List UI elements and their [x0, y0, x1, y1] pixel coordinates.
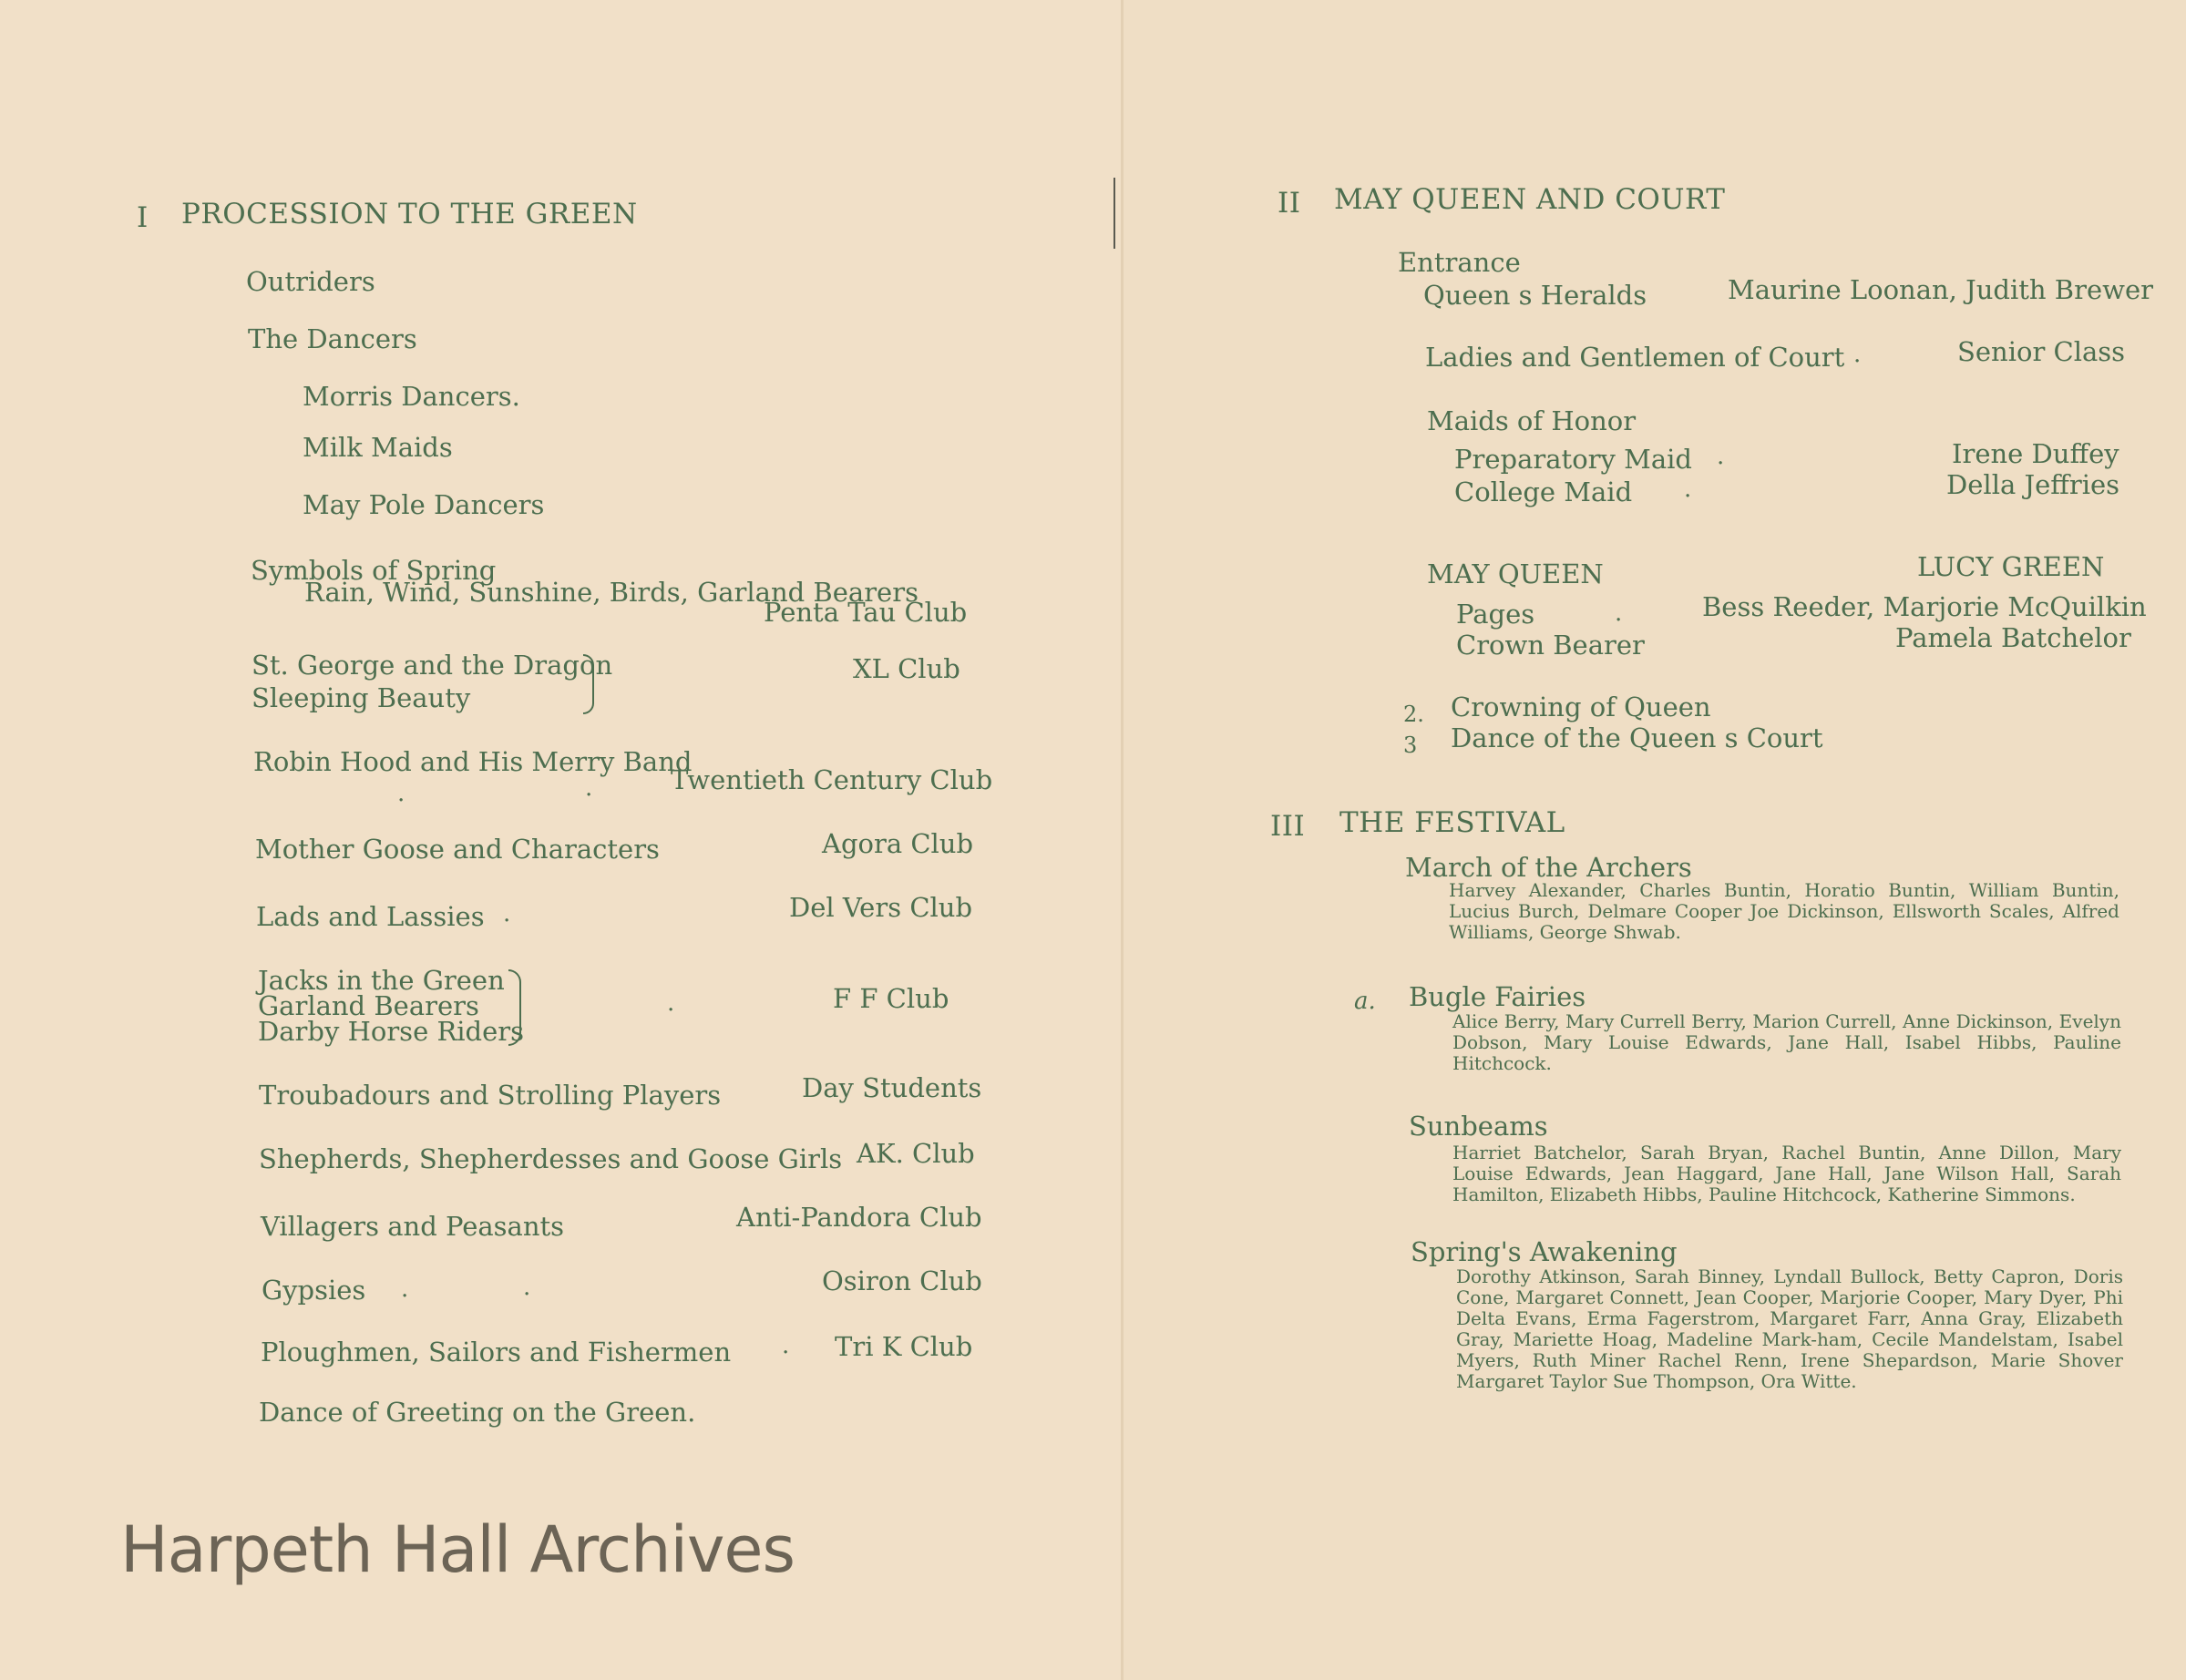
college-maid: College Maid [1454, 476, 1633, 507]
agora-club: Agora Club [822, 828, 974, 859]
day-students: Day Students [802, 1072, 982, 1103]
dot: . [782, 1332, 790, 1359]
osiron-club: Osiron Club [822, 1265, 982, 1296]
queens-heralds: Queen s Heralds [1423, 280, 1647, 311]
milk-maids: Milk Maids [303, 432, 453, 463]
preparatory-maid: Preparatory Maid [1454, 444, 1692, 475]
twentieth-century-club: Twentieth Century Club [671, 764, 993, 795]
dot: . [1717, 443, 1725, 470]
gypsies: Gypsies [262, 1275, 366, 1306]
ploughmen: Ploughmen, Sailors and Fishermen [261, 1337, 732, 1368]
ladies-and-gentlemen: Ladies and Gentlemen of Court [1425, 342, 1845, 373]
senior-class: Senior Class [1957, 336, 2126, 367]
may-queen-label: MAY QUEEN [1427, 558, 1604, 589]
garland-bearers: Garland Bearers [258, 990, 479, 1021]
morris-dancers: Morris Dancers. [303, 381, 520, 412]
bugle-fairies: Bugle Fairies [1409, 981, 1586, 1012]
brace [583, 654, 594, 714]
dance-of-queens-court: Dance of the Queen s Court [1451, 722, 1823, 753]
item-a-label: a. [1354, 988, 1376, 1015]
dot: . [1853, 341, 1862, 368]
section-2-number: II [1278, 187, 1301, 220]
section-3-number: III [1270, 810, 1306, 843]
robin-hood: Robin Hood and His Merry Band [253, 746, 693, 777]
sunbeams: Sunbeams [1409, 1111, 1548, 1142]
may-pole-dancers: May Pole Dancers [303, 489, 545, 520]
outriders: Outriders [246, 266, 375, 297]
brace [508, 969, 521, 1046]
dot: . [1684, 476, 1692, 503]
dot: . [1615, 599, 1623, 627]
dot: . [523, 1274, 531, 1301]
pages: Pages [1456, 599, 1535, 630]
item-3-number: 3 [1403, 732, 1418, 758]
archive-watermark: Harpeth Hall Archives [120, 1512, 795, 1587]
springs-awakening: Spring's Awakening [1411, 1236, 1678, 1267]
symbols-detail: Rain, Wind, Sunshine, Birds, Garland Bearers [304, 577, 919, 608]
entrance: Entrance [1398, 247, 1521, 278]
march-of-the-archers: March of the Archers [1405, 852, 1692, 883]
villagers: Villagers and Peasants [261, 1211, 565, 1242]
bugle-fairies-names: Alice Berry, Mary Currell Berry, Marion Currell, Anne Dickinson, Evelyn Dobson, Mary Louise Edwards, Jane Hall, Isabel Hibbs, Pauline Hitchcock. [1452, 1010, 2121, 1074]
section-3-title: THE FESTIVAL [1339, 806, 1565, 839]
pages-names: Bess Reeder, Marjorie McQuilkin [1702, 591, 2147, 622]
heralds-names: Maurine Loonan, Judith Brewer [1728, 274, 2153, 305]
crowning-of-queen: Crowning of Queen [1451, 691, 1711, 722]
dot: . [667, 989, 675, 1017]
archers-names: Harvey Alexander, Charles Buntin, Horatio Buntin, William Buntin, Lucius Burch, Delmare Cooper Joe Dickinson, Ellsworth Scales, Alfred Williams, George Shwab. [1449, 879, 2119, 943]
jacks-in-the-green: Jacks in the Green [258, 965, 505, 996]
item-2-number: 2. [1403, 702, 1424, 727]
ff-club: F F Club [833, 983, 949, 1014]
section-1-number: I [137, 201, 149, 234]
dot: . [401, 1275, 409, 1303]
lads-and-lassies: Lads and Lassies [256, 901, 485, 932]
lucy-green: LUCY GREEN [1917, 551, 2105, 582]
crown-bearer-name: Pamela Batchelor [1895, 622, 2131, 653]
dot: . [397, 780, 405, 807]
dot: . [503, 900, 511, 927]
mother-goose: Mother Goose and Characters [255, 834, 660, 865]
symbols-of-spring: Symbols of Spring [251, 555, 497, 586]
section-1-title: PROCESSION TO THE GREEN [181, 198, 638, 230]
shepherds: Shepherds, Shepherdesses and Goose Girls [259, 1143, 843, 1174]
dot: . [585, 774, 593, 802]
maids-of-honor: Maids of Honor [1427, 405, 1637, 436]
darby-horse-riders: Darby Horse Riders [258, 1016, 525, 1047]
section-2-title: MAY QUEEN AND COURT [1334, 183, 1726, 216]
dance-of-greeting: Dance of Greeting on the Green. [259, 1397, 696, 1428]
crown-bearer: Crown Bearer [1456, 630, 1645, 661]
page-fold [1121, 0, 1124, 1680]
troubadours: Troubadours and Strolling Players [259, 1080, 722, 1111]
xl-club: XL Club [853, 653, 960, 684]
the-dancers: The Dancers [248, 323, 417, 354]
preparatory-maid-name: Irene Duffey [1952, 438, 2119, 469]
springs-awakening-names: Dorothy Atkinson, Sarah Binney, Lyndall Bullock, Betty Capron, Doris Cone, Margaret Connett, Jean Cooper, Marjorie Cooper, Mary Dyer, Phi Delta Evans, Erma Fagerstrom, Margaret Farr, Anna Gray, Elizabeth Gray, Mariette Hoag, Madeline Mark-ham, Cecile Mandelstam, Isabel Myers, Ruth Miner Rachel Renn, Irene Shepardson, Marie Shover Margaret Taylor Sue Thompson, Ora Witte. [1456, 1265, 2123, 1392]
sleeping-beauty: Sleeping Beauty [251, 682, 471, 713]
fold-mark [1114, 178, 1115, 249]
penta-tau-club: Penta Tau Club [764, 597, 968, 628]
ak-club: AK. Club [857, 1138, 975, 1169]
college-maid-name: Della Jeffries [1946, 469, 2120, 500]
sunbeams-names: Harriet Batchelor, Sarah Bryan, Rachel Buntin, Anne Dillon, Mary Louise Edwards, Jean Haggard, Jane Hall, Jane Wilson Hall, Sarah Hamilton, Elizabeth Hibbs, Pauline Hitchcock, Katherine Simmons. [1452, 1142, 2121, 1205]
st-george: St. George and the Dragon [251, 650, 613, 681]
anti-pandora-club: Anti-Pandora Club [736, 1202, 982, 1233]
del-vers-club: Del Vers Club [789, 892, 973, 923]
tri-k-club: Tri K Club [835, 1331, 973, 1362]
